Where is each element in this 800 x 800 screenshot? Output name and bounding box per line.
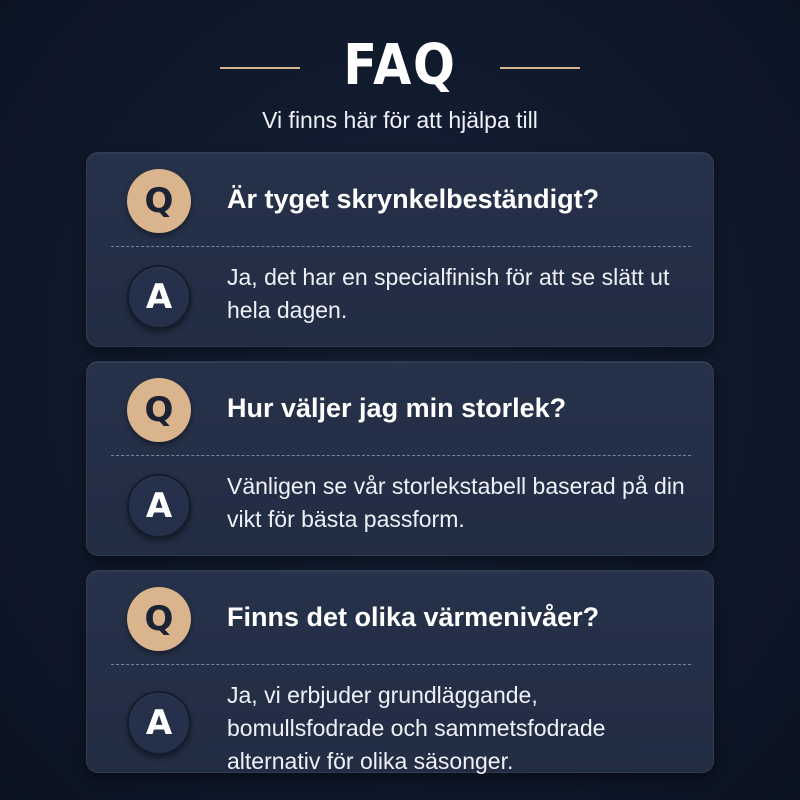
question-text: Är tyget skrynkelbeständigt? [227,184,600,214]
question-row [87,571,715,663]
question-row [87,362,715,454]
faq-item-1 [86,152,714,347]
page-subtitle: Vi finns här för att hjälpa till [262,107,538,133]
answer-badge-icon: A [127,265,191,329]
title-row [0,30,800,102]
question-badge-icon: Q [127,587,191,651]
dashed-divider [111,246,691,247]
faq-list [86,152,714,787]
answer-badge-icon: A [127,691,191,755]
faq-item-2 [86,361,714,556]
dashed-divider [111,455,691,456]
question-badge-icon: Q [127,378,191,442]
answer-badge-icon: A [127,474,191,538]
title-decorative-line-left [220,67,300,69]
answer-text: Vänligen se vår storlekstabell baserad på din vikt för bästa passform. [227,473,685,532]
answer-text: Ja, det har en specialfinish för att se slätt ut hela dagen. [227,264,670,323]
answer-text: Ja, vi erbjuder grundläggande, bomullsfodrade och sammetsfodrade alternativ för olika säsonger. [227,682,606,774]
page-title: FAQ [343,33,457,98]
question-row [87,153,715,245]
question-text: Hur väljer jag min storlek? [227,393,567,423]
dashed-divider [111,664,691,665]
title-decorative-line-right [500,67,580,69]
faq-header [0,30,800,140]
question-text: Finns det olika värmenivåer? [227,602,600,632]
faq-item-3 [86,570,714,773]
question-badge-icon: Q [127,169,191,233]
